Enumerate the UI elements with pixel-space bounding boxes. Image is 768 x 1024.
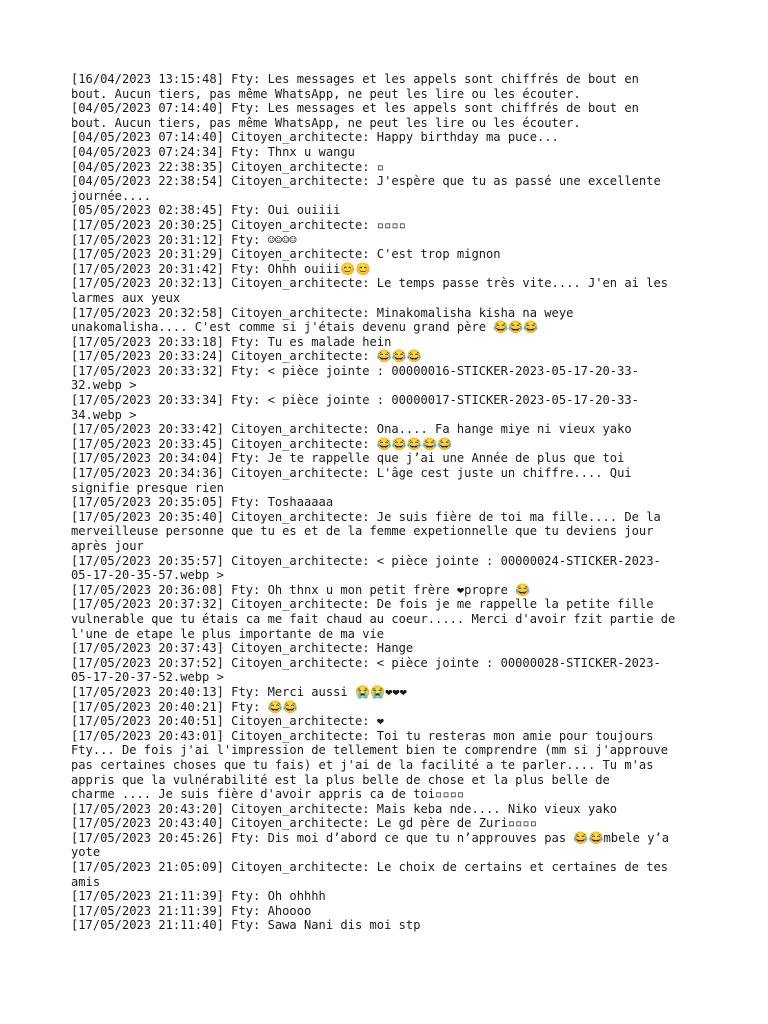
transcript-line: 34.webp > — [71, 407, 137, 422]
transcript-line: 05-17-20-37-52.webp > — [71, 670, 224, 685]
transcript-line: après jour — [71, 539, 144, 553]
transcript-line: unakomalisha.... C'est comme si j'étais devenu grand père 😂😂😂 — [71, 320, 539, 335]
transcript-line: [17/05/2023 20:35:57] Citoyen_architecte: < pièce jointe : 00000024-STICKER-2023- — [71, 553, 661, 568]
transcript-line: [17/05/2023 20:33:42] Citoyen_architecte: Ona.... Fa hange miye ni vieux yako — [71, 422, 632, 437]
transcript-line: [05/05/2023 02:38:45] Fty: Oui ouiiii — [71, 203, 341, 218]
transcript-line: [17/05/2023 20:45:26] Fty: Dis moi d’abord ce que tu n’approuves pas 😂😂mbele y’a — [71, 830, 670, 845]
transcript-line: [17/05/2023 20:32:13] Citoyen_architecte: Le temps passe très vite.... J'en ai les — [71, 276, 669, 291]
transcript-line: [04/05/2023 07:14:40] Citoyen_architecte: Happy birthday ma puce... — [71, 130, 559, 145]
transcript-line: [17/05/2023 21:11:40] Fty: Sawa Nani dis moi stp — [71, 918, 421, 933]
transcript-line: amis — [71, 874, 101, 889]
transcript-line: [17/05/2023 20:31:29] Citoyen_architecte: C'est trop mignon — [71, 247, 501, 262]
transcript-line: [17/05/2023 20:33:45] Citoyen_architecte: 😂😂😂😂😂 — [71, 436, 453, 451]
transcript-line: 32.webp > — [71, 378, 137, 393]
transcript-line: pas certaines choses que tu fais) et j'ai de la facilité a te parler.... Tu m'as — [71, 757, 654, 772]
transcript-line: [17/05/2023 20:40:13] Fty: Merci aussi 😭😭❤❤❤ — [71, 684, 407, 699]
transcript-line: charme .... Je suis fière d'avoir appris ca de toi▫▫▫▫ — [71, 787, 465, 802]
transcript-line: [17/05/2023 20:35:05] Fty: Toshaaaaa — [71, 495, 334, 510]
transcript-line: [17/05/2023 21:05:09] Citoyen_architecte: Le choix de certains et certaines de tes — [71, 860, 669, 875]
transcript-line: [17/05/2023 20:33:24] Citoyen_architecte: 😂😂😂 — [71, 349, 422, 364]
transcript-line: [17/05/2023 20:36:08] Fty: Oh thnx u mon petit frère ❤propre 😂 — [71, 582, 531, 597]
transcript-line: [17/05/2023 20:43:01] Citoyen_architecte: Toi tu resteras mon amie pour toujours — [71, 728, 654, 743]
transcript-line: yote — [71, 845, 101, 860]
transcript-line: [17/05/2023 20:37:43] Citoyen_architecte: Hange — [71, 641, 414, 656]
transcript-line: [04/05/2023 07:24:34] Fty: Thnx u wangu — [71, 144, 355, 159]
transcript-line: [17/05/2023 20:40:51] Citoyen_architecte: ❤ — [71, 714, 385, 729]
transcript-line: l'une de etape le plus importante de ma vie — [71, 626, 385, 641]
transcript-line: [17/05/2023 20:33:32] Fty: < pièce jointe : 00000016-STICKER-2023-05-17-20-33- — [71, 363, 639, 378]
transcript-line: [17/05/2023 20:31:42] Fty: Ohhh ouiii😊😊 — [71, 261, 371, 276]
transcript-line: [17/05/2023 20:43:20] Citoyen_architecte: Mais keba nde.... Niko vieux yako — [71, 801, 618, 816]
transcript-line: [04/05/2023 22:38:35] Citoyen_architecte: ▫ — [71, 159, 385, 174]
transcript-line: merveilleuse personne que tu es et de la femme expetionnelle que tu deviens jour — [71, 524, 654, 539]
transcript-line: [04/05/2023 07:14:40] Fty: Les messages et les appels sont chiffrés de bout en — [71, 101, 639, 116]
transcript-line: vulnerable que tu étais ca me fait chaud au coeur..... Merci d'avoir fzit partie de — [71, 611, 676, 626]
transcript-line: [17/05/2023 20:35:40] Citoyen_architecte: Je suis fière de toi ma fille.... De la — [71, 509, 661, 524]
transcript-line: [17/05/2023 20:31:12] Fty: ☺☺☺☺ — [71, 232, 297, 247]
transcript-line: [17/05/2023 20:34:36] Citoyen_architecte: L'âge cest juste un chiffre.... Qui — [71, 466, 632, 481]
transcript-line: [16/04/2023 13:15:48] Fty: Les messages et les appels sont chiffrés de bout en — [71, 72, 639, 86]
transcript-line: [17/05/2023 21:11:39] Fty: Oh ohhhh — [71, 889, 326, 904]
transcript-line: signifie presque rien — [71, 480, 224, 495]
transcript-line: [17/05/2023 20:32:58] Citoyen_architecte: Minakomalisha kisha na weye — [71, 305, 574, 320]
chat-transcript — [71, 72, 701, 933]
transcript-line: bout. Aucun tiers, pas même WhatsApp, ne peut les lire ou les écouter. — [71, 86, 581, 101]
transcript-line: appris que la vulnérabilité est la plus belle de chose et la plus belle de — [71, 772, 610, 787]
transcript-line: bout. Aucun tiers, pas même WhatsApp, ne peut les lire ou les écouter. — [71, 115, 581, 130]
transcript-line: [17/05/2023 20:37:32] Citoyen_architecte: De fois je me rappelle la petite fille — [71, 597, 654, 612]
transcript-line: [04/05/2023 22:38:54] Citoyen_architecte: J'espère que tu as passé une excellente — [71, 174, 661, 189]
transcript-line: larmes aux yeux — [71, 290, 181, 305]
transcript-line: [17/05/2023 20:34:04] Fty: Je te rappelle que j’ai une Année de plus que toi — [71, 451, 625, 466]
transcript-line: [17/05/2023 20:33:34] Fty: < pièce jointe : 00000017-STICKER-2023-05-17-20-33- — [71, 393, 639, 408]
transcript-line: [17/05/2023 20:33:18] Fty: Tu es malade hein — [71, 334, 392, 349]
transcript-line: [17/05/2023 20:40:21] Fty: 😂😂 — [71, 699, 298, 714]
transcript-line: journée.... — [71, 188, 152, 203]
transcript-line: [17/05/2023 20:37:52] Citoyen_architecte: < pièce jointe : 00000028-STICKER-2023- — [71, 655, 661, 670]
transcript-line: [17/05/2023 20:30:25] Citoyen_architecte: ▫▫▫▫ — [71, 217, 406, 232]
transcript-line: 05-17-20-35-57.webp > — [71, 568, 224, 583]
transcript-line: [17/05/2023 21:11:39] Fty: Ahoooo — [71, 903, 312, 918]
transcript-line: Fty... De fois j'ai l'impression de tellement bien te comprendre (mm si j'approuve — [71, 743, 669, 758]
transcript-line: [17/05/2023 20:43:40] Citoyen_architecte: Le gd père de Zuri▫▫▫▫ — [71, 816, 537, 831]
